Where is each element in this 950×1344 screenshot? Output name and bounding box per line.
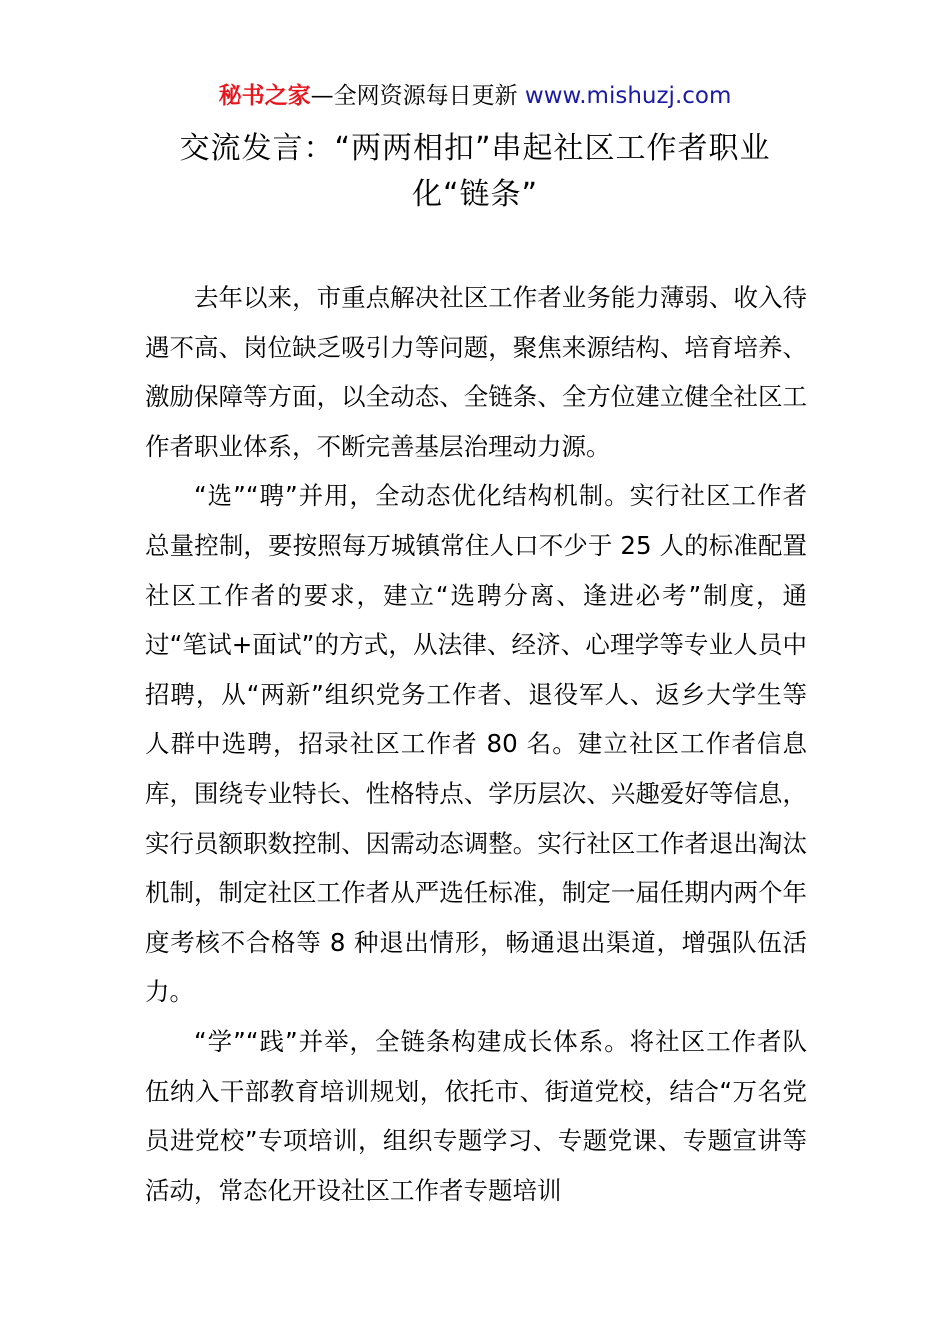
document-title: 交流发言：“两两相扣”串起社区工作者职业化“链条” [179, 131, 771, 212]
paragraph-learning: “学”“践”并举，全链条构建成长体系。将社区工作者队伍纳入干部教育培训规划，依托市、街道党校，结合“万名党员进党校”专项培训，组织专题学习、专题党课、专题宣讲等活动，常态化开设社区工作者专题培训 [145, 1026, 807, 1205]
site-header [0, 80, 950, 112]
paragraph-intro: 去年以来，市重点解决社区工作者业务能力薄弱、收入待遇不高、岗位缺乏吸引力等问题，聚焦来源结构、培育培养、激励保障等方面，以全动态、全链条、全方位建立健全社区工作者职业体系，不断完善基层治理动力源。 [145, 283, 807, 461]
document-body [145, 273, 807, 1215]
site-url-link[interactable]: www.mishuzj.com [524, 83, 732, 109]
paragraph-selection: “选”“聘”并用，全动态优化结构机制。实行社区工作者总量控制，要按照每万城镇常住人口不少于 25 人的标准配置社区工作者的要求，建立“选聘分离、逢进必考”制度，通过“笔试+面试”的方式，从法律、经济、心理学等专业人员中招聘，从“两新”组织党务工作者、退役军人、返乡大学生等人群中选聘，招录社区工作者 80 名。建立社区工作者信息库，围绕专业特长、性格特点、学历层次、兴趣爱好等信息，实行员额职数控制、因需动态调整。实行社区工作者退出淘汰机制，制定社区工作者从严选任标准，制定一届任期内两个年度考核不合格等 8 种退出情形，畅通退出渠道，增强队伍活力。 [145, 481, 807, 1007]
site-tagline: —全网资源每日更新 [310, 83, 525, 109]
site-brand: 秘书之家 [218, 83, 311, 109]
